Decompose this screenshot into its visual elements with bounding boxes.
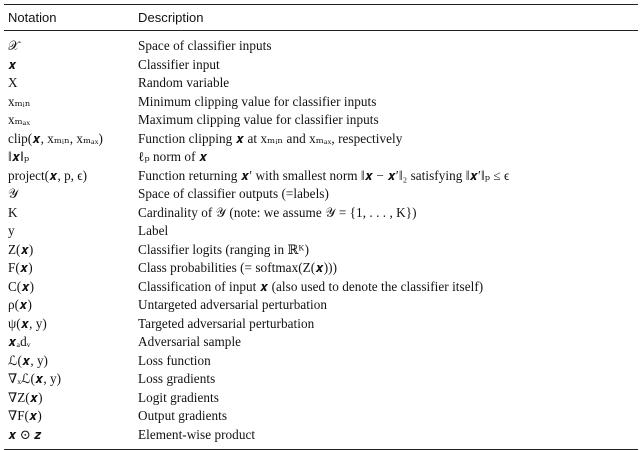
notation-cell: clip(𝒙, xₘᵢₙ, xₘₐₓ) bbox=[8, 130, 103, 146]
table-row bbox=[4, 296, 638, 315]
description-cell: Function returning 𝒙′ with smallest norm ‖𝒙 − 𝒙′‖₂ satisfying ‖𝒙′‖ₚ ≤ ϵ bbox=[138, 167, 510, 183]
description-cell: Untargeted adversarial perturbation bbox=[138, 297, 327, 313]
header-description: Description bbox=[138, 9, 204, 25]
description-cell: Targeted adversarial perturbation bbox=[138, 315, 315, 331]
table-row bbox=[4, 37, 638, 56]
table-row bbox=[4, 315, 638, 334]
table-body bbox=[4, 31, 638, 449]
description-cell: Logit gradients bbox=[138, 389, 219, 405]
table-row bbox=[4, 352, 638, 371]
description-cell: Maximum clipping value for classifier inputs bbox=[138, 112, 379, 128]
notation-cell: 𝒙 bbox=[8, 56, 17, 72]
notation-cell: ℒ(𝒙, y) bbox=[8, 352, 48, 368]
table-row bbox=[4, 93, 638, 112]
description-cell: Space of classifier inputs bbox=[138, 38, 272, 54]
notation-cell: K bbox=[8, 204, 18, 220]
description-cell: Loss gradients bbox=[138, 371, 216, 387]
table-row bbox=[4, 167, 638, 186]
header-notation: Notation bbox=[8, 9, 57, 25]
description-cell: Minimum clipping value for classifier inputs bbox=[138, 93, 377, 109]
notation-cell: xₘᵢₙ bbox=[8, 93, 31, 109]
notation-cell: ψ(𝒙, y) bbox=[8, 315, 47, 331]
description-cell: Label bbox=[138, 223, 169, 239]
table-row bbox=[4, 56, 638, 75]
table-row bbox=[4, 185, 638, 204]
notation-cell: F(𝒙) bbox=[8, 260, 33, 276]
notation-cell: xₘₐₓ bbox=[8, 112, 31, 128]
notation-cell: Z(𝒙) bbox=[8, 241, 34, 257]
table-row bbox=[4, 74, 638, 93]
notation-cell: C(𝒙) bbox=[8, 278, 35, 294]
notation-cell: ∇Z(𝒙) bbox=[8, 389, 43, 405]
description-cell: Classification of input 𝒙 (also used to denote the classifier itself) bbox=[138, 278, 484, 294]
table-row bbox=[4, 389, 638, 408]
notation-cell: 𝒴 bbox=[8, 186, 19, 202]
table-row bbox=[4, 259, 638, 278]
notation-cell: 𝒙ₐdᵥ bbox=[8, 334, 31, 350]
table-row bbox=[4, 204, 638, 223]
description-cell: Class probabilities (= softmax(Z(𝒙))) bbox=[138, 260, 338, 276]
notation-cell: project(𝒙, p, ϵ) bbox=[8, 167, 87, 183]
description-cell: Output gradients bbox=[138, 408, 228, 424]
table-row bbox=[4, 278, 638, 297]
table-row bbox=[4, 333, 638, 352]
notation-cell: ‖𝒙‖ₚ bbox=[8, 149, 30, 165]
table-row bbox=[4, 111, 638, 130]
description-cell: Cardinality of 𝒴 (note: we assume 𝒴 = {1, . . . , K}) bbox=[138, 204, 417, 220]
description-cell: Classifier input bbox=[138, 56, 220, 72]
table-row bbox=[4, 426, 638, 445]
notation-cell: ρ(𝒙) bbox=[8, 297, 32, 313]
description-cell: Loss function bbox=[138, 352, 211, 368]
description-cell: Adversarial sample bbox=[138, 334, 242, 350]
notation-table bbox=[4, 4, 638, 450]
table-header bbox=[4, 5, 638, 29]
description-cell: Function clipping 𝒙 at xₘᵢₙ and xₘₐₓ, respectively bbox=[138, 130, 403, 146]
description-cell: Element-wise product bbox=[138, 426, 256, 442]
notation-cell: 𝒳 bbox=[8, 38, 20, 54]
description-cell: Classifier logits (ranging in ℝᴷ) bbox=[138, 241, 310, 257]
table-row bbox=[4, 407, 638, 426]
description-cell: ℓₚ norm of 𝒙 bbox=[138, 149, 208, 165]
table-row bbox=[4, 148, 638, 167]
table-row bbox=[4, 130, 638, 149]
table-row bbox=[4, 370, 638, 389]
notation-cell: y bbox=[8, 223, 15, 239]
notation-cell: ∇F(𝒙) bbox=[8, 408, 42, 424]
table-row bbox=[4, 222, 638, 241]
description-cell: Random variable bbox=[138, 75, 230, 91]
notation-cell: X bbox=[8, 75, 18, 91]
table-row bbox=[4, 241, 638, 260]
notation-cell: 𝒙 ⊙ 𝒛 bbox=[8, 426, 42, 442]
description-cell: Space of classifier outputs (=labels) bbox=[138, 186, 329, 202]
notation-cell: ∇ₓℒ(𝒙, y) bbox=[8, 371, 61, 387]
